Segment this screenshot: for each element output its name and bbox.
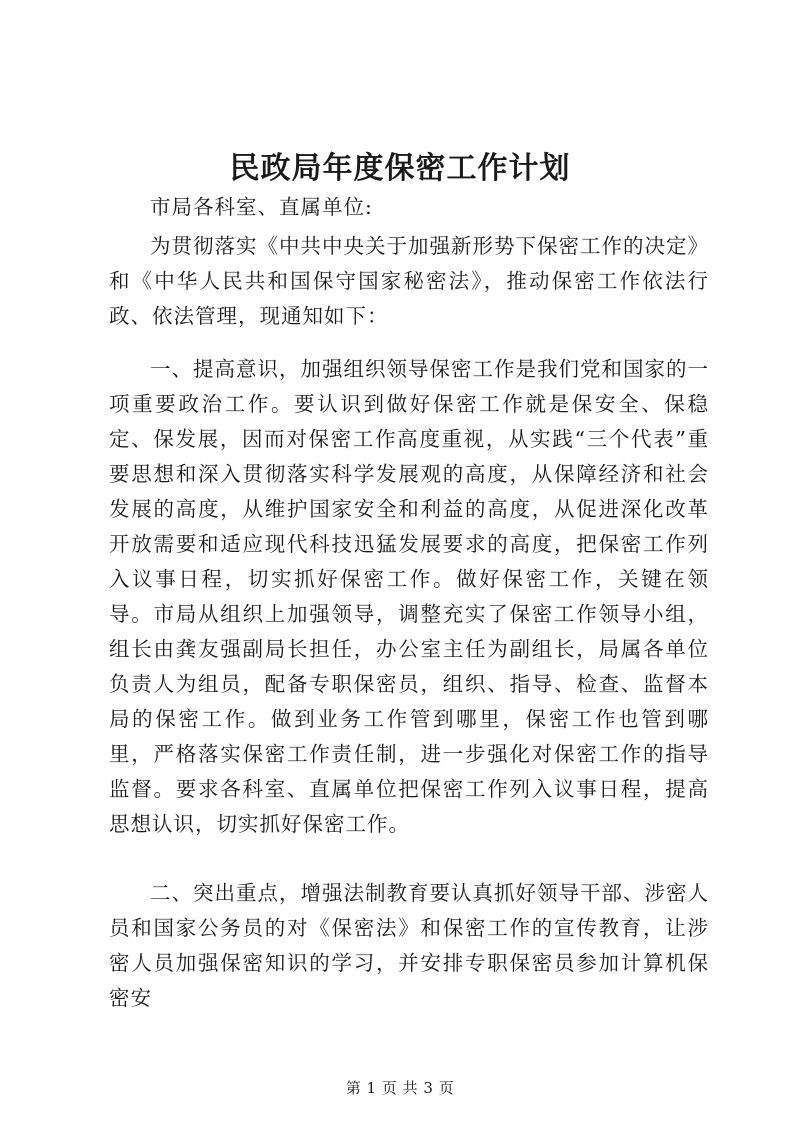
salutation — [109, 190, 709, 225]
page-footer — [0, 1077, 800, 1098]
paragraph-text: 为贯彻落实《中共中央关于加强新形势下保密工作的决定》和《中华人民共和国保守国家秘密法》，推动保密工作依法行政、依法管理，现通知如下： — [109, 234, 709, 328]
paragraph-text: 一、提高意识，加强组织领导保密工作是我们党和国家的一项重要政治工作。要认识到做好保密工作就是保安全、保稳定、保发展，因而对保密工作高度重视，从实践“三个代表”重要思想和深入贯彻落实科学发展观的高度，从保障经济和社会发展的高度，从维护国家安全和利益的高度，从促进深化改革开放需要和适应现代科技迅猛发展要求的高度，把保密工作列入议事日程，切实抓好保密工作。做好保密工作，关键在领导。市局从组织上加强领导，调整充实了保密工作领导小组，组长由龚友强副局长担任，办公室主任为副组长，局属各单位负责人为组员，配备专职保密员，组织、指导、检查、监督本局的保密工作。做到业务工作管到哪里，保密工作也管到哪里，严格落实保密工作责任制，进一步强化对保密工作的指导监督。要求各科室、直属单位把保密工作列入议事日程，提高思想认识，切实抓好保密工作。 — [109, 357, 709, 836]
paragraph-section-two — [109, 876, 709, 1016]
paragraph-intro — [109, 229, 709, 334]
document-title: 民政局年度保密工作计划 — [229, 151, 571, 186]
paragraph-section-one — [109, 352, 709, 842]
salutation-text: 市局各科室、直属单位: — [150, 195, 373, 219]
page-number-label: 第 1 页 共 3 页 — [345, 1079, 455, 1097]
paragraph-text: 二、突出重点，增强法制教育要认真抓好领导干部、涉密人员和国家公务员的对《保密法》和保密工作的宣传教育，让涉密人员加强保密知识的学习，并安排专职保密员参加计算机保密安 — [109, 881, 709, 1010]
